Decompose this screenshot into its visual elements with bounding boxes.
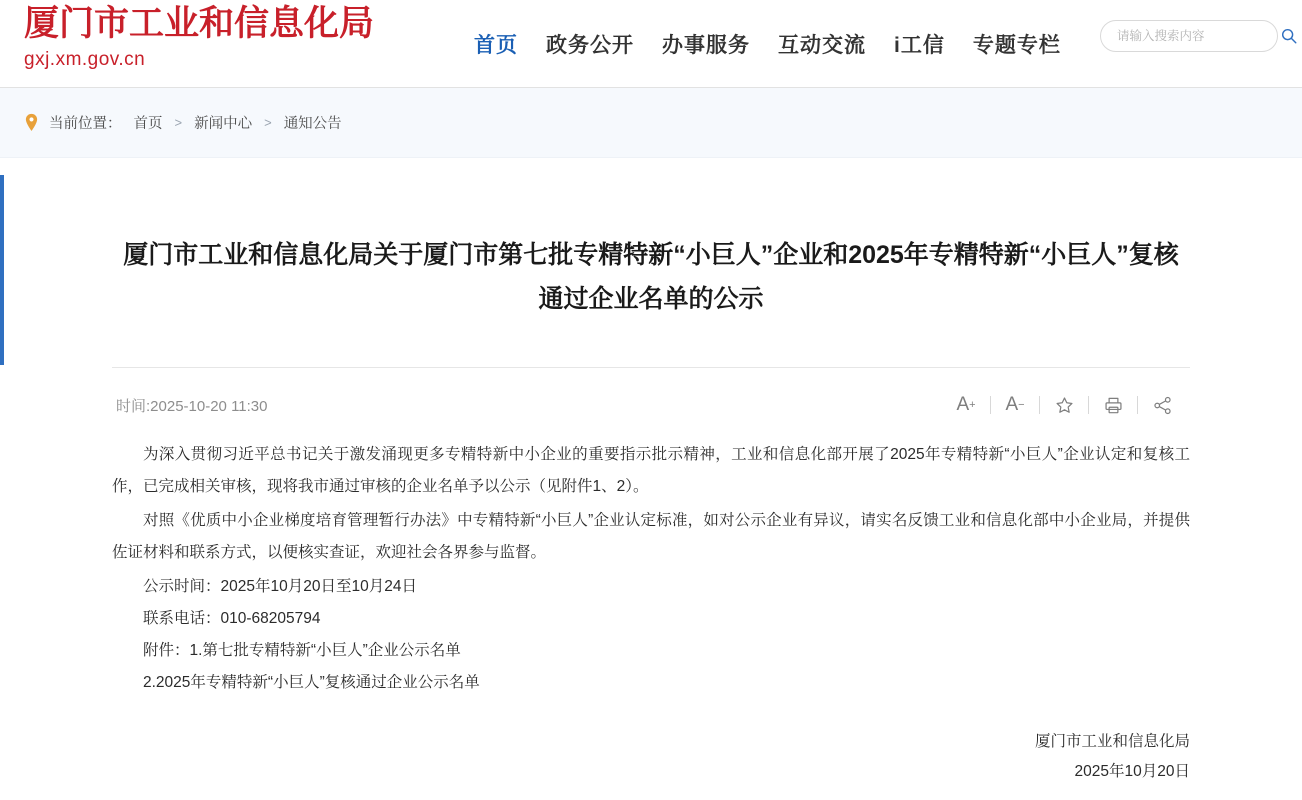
article-signature: [112, 727, 1190, 787]
nav-item-i-gongxin[interactable]: i工信: [894, 34, 945, 57]
nav-item-government-affairs[interactable]: 政务公开: [546, 34, 634, 57]
article-line-attachment-2: 2.2025年专精特新“小巨人”复核通过企业公示名单: [143, 673, 480, 691]
page-title: 厦门市工业和信息化局关于厦门市第七批专精特新“小巨人”企业和2025年专精特新“小巨人”复核 通过企业名单的公示: [123, 240, 1179, 313]
article-toolbar: [942, 388, 1186, 422]
search-input[interactable]: [1115, 28, 1280, 44]
article-line-public-period: 公示时间：2025年10月20日至10月24日: [143, 577, 417, 595]
printer-icon: [1103, 395, 1124, 416]
breadcrumb-item-notices[interactable]: 通知公告: [283, 116, 342, 132]
font-increase-label: A: [956, 394, 970, 416]
article-line-attachment-1: 附件：1.第七批专精特新“小巨人”企业公示名单: [143, 641, 461, 659]
breadcrumb-separator: >: [264, 115, 272, 130]
print-button[interactable]: [1089, 388, 1137, 422]
nav-item-interaction[interactable]: 互动交流: [778, 34, 866, 57]
article-paragraph: 对照《优质中小企业梯度培育管理暂行办法》中专精特新“小巨人”企业认定标准，如对公示企业有异议，请实名反馈工业和信息化部中小企业局，并提供佐证材料和联系方式，以便核实查证，欢迎社会各界参与监督。: [112, 511, 1190, 561]
signature-org: 厦门市工业和信息化局: [1034, 732, 1190, 750]
font-decrease-sup: −: [1018, 399, 1025, 412]
nav-item-special-topics[interactable]: 专题专栏: [972, 34, 1061, 57]
share-icon: [1152, 395, 1173, 416]
breadcrumb-label: 当前位置：: [49, 116, 122, 132]
star-icon: [1054, 395, 1075, 416]
site-brand[interactable]: [24, 0, 474, 72]
nav-item-services[interactable]: 办事服务: [662, 34, 750, 57]
article-paragraph: 为深入贯彻习近平总书记关于激发涌现更多专精特新中小企业的重要指示批示精神，工业和信息化部开展了2025年专精特新“小巨人”企业认定和复核工作，已完成相关审核，现将我市通过审核的企业名单予以公示（见附件1、2）。: [112, 445, 1190, 495]
article-container: [0, 175, 1302, 787]
brand-title: 厦门市工业和信息化局: [24, 4, 375, 43]
article-meta: [112, 367, 1190, 425]
nav-item-home[interactable]: 首页: [474, 34, 518, 57]
breadcrumb-item-news-center[interactable]: 新闻中心: [194, 116, 253, 132]
article-body: [112, 439, 1190, 787]
accent-rule: [0, 175, 4, 365]
main-navigation: [474, 0, 1100, 72]
publish-time: 时间:2025-10-20 11:30: [116, 397, 268, 415]
share-button[interactable]: [1138, 388, 1186, 422]
font-decrease-label: A: [1005, 394, 1019, 416]
font-decrease-button[interactable]: [991, 388, 1039, 422]
font-increase-button[interactable]: [942, 388, 990, 422]
article-line-contact-phone: 联系电话：010-68205794: [143, 609, 321, 627]
location-pin-icon: [24, 113, 39, 132]
signature-date: 2025年10月20日: [1074, 762, 1190, 780]
breadcrumb-item-home[interactable]: 首页: [133, 116, 163, 132]
favorite-star-button[interactable]: [1040, 388, 1088, 422]
site-header: [0, 0, 1302, 88]
search-icon[interactable]: [1280, 27, 1298, 45]
font-increase-sup: +: [969, 399, 976, 412]
breadcrumb-separator: >: [174, 115, 183, 130]
search-box[interactable]: [1100, 20, 1278, 52]
breadcrumb: [0, 88, 1302, 158]
brand-domain: gxj.xm.gov.cn: [24, 49, 146, 70]
